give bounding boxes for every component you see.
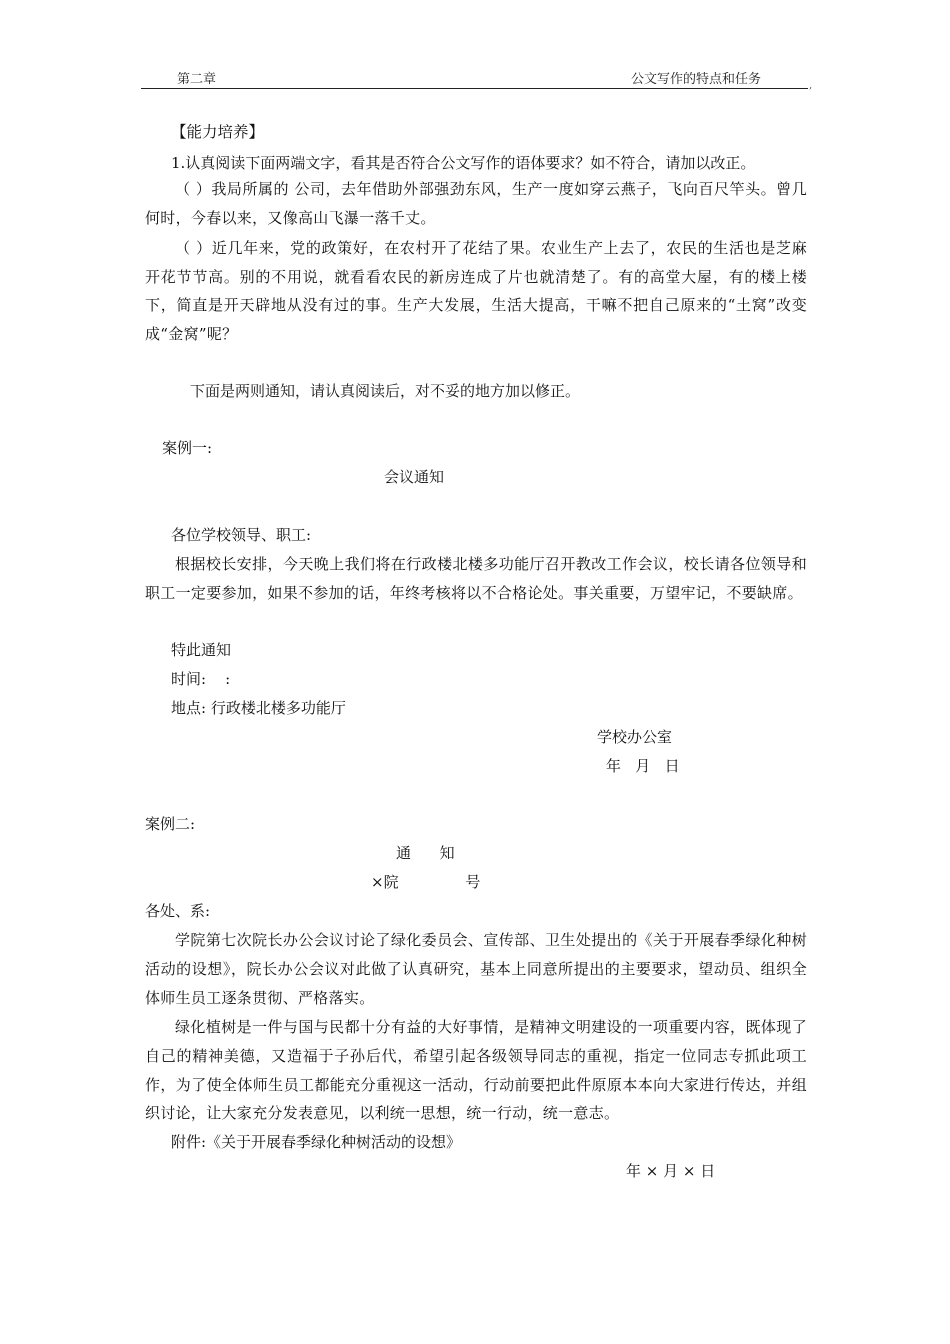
case-1-time: 时间: : [171,670,231,688]
header-chapter: 第二章 [177,72,217,87]
case-1-signer: 学校办公室 [597,728,673,746]
header-rule [141,88,808,89]
case-2-date: 年 × 月 × 日 [626,1162,716,1180]
exercise-paragraph-1: （ ）我局所属的 公司，去年借助外部强劲东风，生产一度如穿云燕子，飞向百尺竿头。曾几何时，今春以来，又像高山飞瀑一落千丈。 [145,180,807,227]
case-2-salutation: 各处、系: [145,902,211,920]
question-1: 1.认真阅读下面两端文字，看其是否符合公文写作的语体要求？如不符合，请加以改正。 [171,154,756,172]
case-2-doc-number: ×院 号 [371,873,481,891]
case-1-salutation: 各位学校领导、职工: [171,526,312,544]
header-tick-mark: , [809,80,813,91]
case-1-title: 会议通知 [384,468,445,486]
exercise-paragraph-2: （ ）近几年来，党的政策好，在农村开了花结了果。农业生产上去了，农民的生活也是芝麻开花节节高。别的不用说，就看看农民的新房连成了片也就清楚了。有的高堂大屋，有的楼上楼下，简直是开天辟地从没有过的事。生产大发展，生活大提高，干嘛不把自己原来的“土窝”改变成“金窝”呢？ [145,239,807,343]
section-heading: 【能力培养】 [171,123,265,141]
header-section-title: 公文写作的特点和任务 [631,72,762,87]
question-2: 下面是两则通知，请认真阅读后，对不妥的地方加以修正。 [190,382,581,400]
case-2-attachment: 附件:《关于开展春季绿化种树活动的设想》 [171,1133,462,1151]
case-2-paragraph-2: 绿化植树是一件与国与民都十分有益的大好事情，是精神文明建设的一项重要内容，既体现了自己的精神美德，又造福于子孙后代，希望引起各级领导同志的重视，指定一位同志专抓此项工作，为了使全体师生员工都能充分重视这一活动，行动前要把此件原原本本向大家进行传达，并组织讨论，让大家充分发表意见，以利统一思想，统一行动，统一意志。 [145,1018,807,1123]
case-1-label: 案例一: [162,439,213,457]
case-1-closing: 特此通知 [171,641,232,659]
case-1-place: 地点: 行政楼北楼多功能厅 [171,699,346,717]
case-1-body: 根据校长安排，今天晚上我们将在行政楼北楼多功能厅召开教改工作会议，校长请各位领导和职工一定要参加，如果不参加的话，年终考核将以不合格论处。事关重要，万望牢记，不要缺席。 [145,555,807,602]
case-2-paragraph-1: 学院第七次院长办公会议讨论了绿化委员会、宣传部、卫生处提出的《关于开展春季绿化种树活动的设想》，院长办公会议对此做了认真研究，基本上同意所提出的主要要求，望动员、组织全体师生员工逐条贯彻、严格落实。 [145,931,807,1007]
case-1-date: 年 月 日 [606,757,680,775]
case-2-label: 案例二: [145,815,196,833]
case-2-title: 通 知 [396,844,455,862]
